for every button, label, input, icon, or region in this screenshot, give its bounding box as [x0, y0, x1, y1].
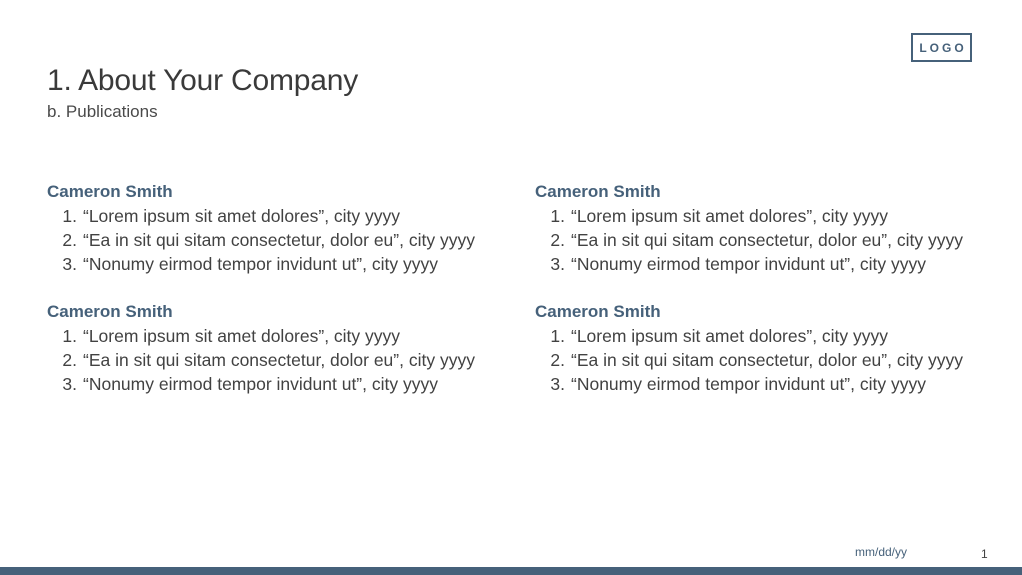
- publication-group: [535, 300, 995, 396]
- publication-number: 3.: [62, 254, 77, 274]
- publication-item: [47, 348, 507, 372]
- publication-group: [47, 180, 507, 276]
- publication-item: [535, 228, 995, 252]
- publication-item: [535, 324, 995, 348]
- author-name: Cameron Smith: [535, 302, 661, 321]
- publication-number: 3.: [62, 374, 77, 394]
- footer-bar: [0, 567, 1022, 575]
- author-name: Cameron Smith: [47, 302, 173, 321]
- publication-number: 1.: [550, 206, 565, 226]
- publication-item: [535, 252, 995, 276]
- publication-number: 2.: [550, 350, 565, 370]
- publication-item: [535, 348, 995, 372]
- publication-item: [47, 252, 507, 276]
- publication-item: [47, 228, 507, 252]
- publication-text: “Ea in sit qui sitam consectetur, dolor eu”, city yyyy: [571, 230, 963, 250]
- author-name: Cameron Smith: [47, 182, 173, 201]
- publications-column-left: [47, 180, 507, 420]
- publication-number: 3.: [550, 374, 565, 394]
- publication-text: “Nonumy eirmod tempor invidunt ut”, city yyyy: [83, 374, 438, 394]
- page-title: 1. About Your Company: [47, 64, 359, 97]
- publication-text: “Nonumy eirmod tempor invidunt ut”, city yyyy: [83, 254, 438, 274]
- publication-group: [535, 180, 995, 276]
- publication-number: 2.: [550, 230, 565, 250]
- publication-text: “Lorem ipsum sit amet dolores”, city yyyy: [83, 326, 401, 346]
- publication-item: [47, 372, 507, 396]
- publication-group: [47, 300, 507, 396]
- publication-list: [47, 204, 507, 276]
- publication-text: “Ea in sit qui sitam consectetur, dolor eu”, city yyyy: [83, 350, 475, 370]
- publication-number: 2.: [62, 350, 77, 370]
- publication-number: 2.: [62, 230, 77, 250]
- publication-text: “Lorem ipsum sit amet dolores”, city yyyy: [83, 206, 401, 226]
- publication-list: [535, 204, 995, 276]
- publication-text: “Ea in sit qui sitam consectetur, dolor eu”, city yyyy: [571, 350, 963, 370]
- publication-item: [535, 372, 995, 396]
- publication-item: [535, 204, 995, 228]
- publication-text: “Lorem ipsum sit amet dolores”, city yyyy: [571, 206, 889, 226]
- publication-item: [47, 324, 507, 348]
- publication-list: [535, 324, 995, 396]
- publication-number: 1.: [550, 326, 565, 346]
- publication-list: [47, 324, 507, 396]
- logo: LOGO: [911, 33, 972, 62]
- publication-number: 1.: [62, 206, 77, 226]
- publication-text: “Lorem ipsum sit amet dolores”, city yyyy: [571, 326, 889, 346]
- publication-text: “Ea in sit qui sitam consectetur, dolor eu”, city yyyy: [83, 230, 475, 250]
- publication-text: “Nonumy eirmod tempor invidunt ut”, city yyyy: [571, 374, 926, 394]
- footer-date: mm/dd/yy: [855, 545, 908, 559]
- page-number: 1: [981, 547, 988, 561]
- publication-number: 3.: [550, 254, 565, 274]
- publication-item: [47, 204, 507, 228]
- publication-text: “Nonumy eirmod tempor invidunt ut”, city yyyy: [571, 254, 926, 274]
- publication-number: 1.: [62, 326, 77, 346]
- page-subtitle: b. Publications: [47, 102, 158, 121]
- publications-column-right: [535, 180, 995, 420]
- author-name: Cameron Smith: [535, 182, 661, 201]
